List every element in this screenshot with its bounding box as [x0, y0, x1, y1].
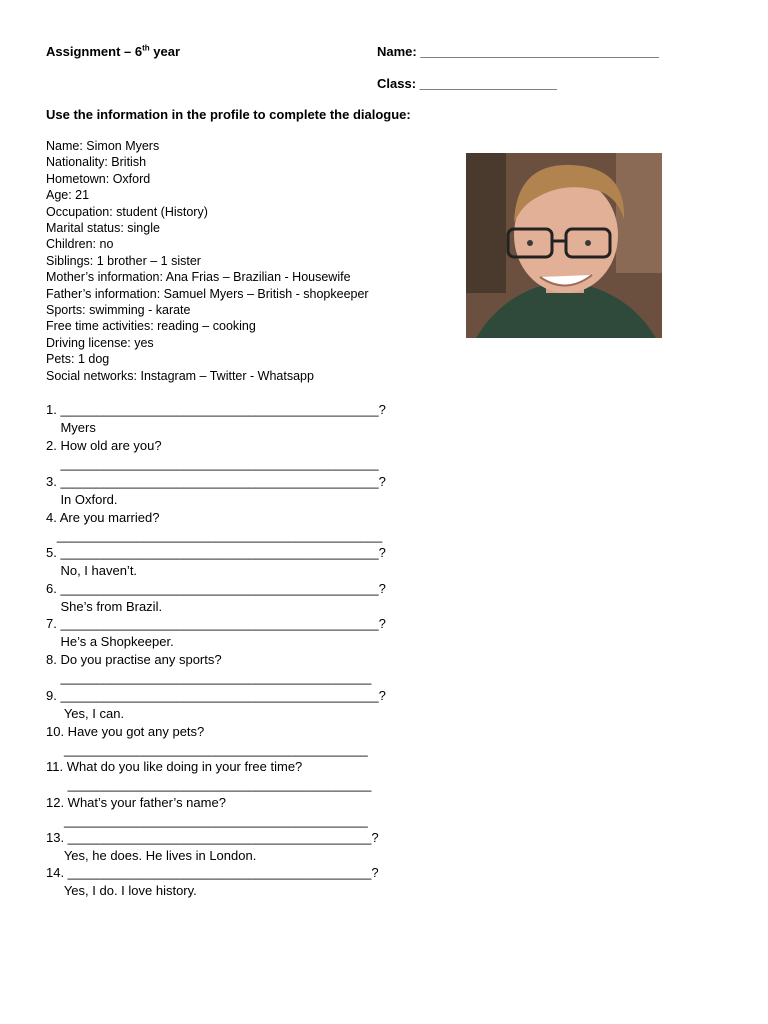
dialogue-line: 7. ____________________________________________?: [46, 616, 386, 631]
dialogue-line: Yes, I can.: [46, 706, 125, 721]
dialogue-line: __________________________________________: [46, 777, 372, 792]
dialogue-line: __________________________________________: [46, 813, 368, 828]
dialogue-line: ____________________________________________: [46, 456, 379, 471]
profile-line: Marital status: single: [46, 221, 160, 236]
dialogue-line: ___________________________________________: [46, 670, 372, 685]
dialogue-line: 3. ____________________________________________?: [46, 474, 386, 489]
profile-line: Occupation: student (History): [46, 204, 208, 219]
assignment-title: [46, 44, 180, 59]
profile-line: Siblings: 1 brother – 1 sister: [46, 253, 201, 268]
profile-list: [46, 138, 369, 384]
dialogue-line: 2. How old are you?: [46, 438, 162, 453]
dialogue-line: He’s a Shopkeeper.: [46, 634, 174, 649]
profile-line: Father’s information: Samuel Myers – British - shopkeeper: [46, 286, 369, 301]
person-photo-icon: [466, 153, 662, 338]
dialogue-line: _____________________________________________: [46, 528, 383, 543]
dialogue-line: 13. __________________________________________?: [46, 830, 379, 845]
dialogue-line: Yes, I do. I love history.: [46, 883, 197, 898]
dialogue-line: 1. ____________________________________________?: [46, 402, 386, 417]
profile-line: Mother’s information: Ana Frias – Brazilian - Housewife: [46, 270, 351, 285]
dialogue-line: 12. What’s your father’s name?: [46, 795, 226, 810]
dialogue-line: 8. Do you practise any sports?: [46, 652, 222, 667]
dialogue-line: __________________________________________: [46, 742, 368, 757]
dialogue-line: 10. Have you got any pets?: [46, 724, 205, 739]
name-field[interactable]: Name: _________________________________: [377, 44, 659, 59]
profile-line: Name: Simon Myers: [46, 139, 160, 153]
instruction: Use the information in the profile to complete the dialogue:: [46, 107, 411, 122]
profile-line: Sports: swimming - karate: [46, 303, 191, 318]
profile-photo: [466, 153, 662, 338]
dialogue-line: 11. What do you like doing in your free time?: [46, 759, 303, 774]
assignment-title-prefix: Assignment – 6: [46, 44, 143, 59]
assignment-title-sup: th: [142, 43, 150, 53]
dialogue-line: 4. Are you married?: [46, 510, 160, 525]
profile-line: Nationality: British: [46, 155, 147, 170]
dialogue-line: 9. ____________________________________________?: [46, 688, 386, 703]
profile-line: Free time activities: reading – cooking: [46, 319, 256, 334]
dialogue-line: Yes, he does. He lives in London.: [46, 848, 257, 863]
dialogue-line: 6. ____________________________________________?: [46, 581, 386, 596]
profile-line: Driving license: yes: [46, 335, 154, 350]
dialogue-line: In Oxford.: [46, 492, 118, 507]
dialogue-line: No, I haven’t.: [46, 563, 138, 578]
class-field[interactable]: Class: ___________________: [377, 76, 558, 91]
profile-line: Pets: 1 dog: [46, 352, 110, 367]
dialogue-line: She’s from Brazil.: [46, 599, 163, 614]
dialogue-line: Myers: [46, 420, 96, 435]
profile-line: Age: 21: [46, 188, 90, 203]
profile-line: Children: no: [46, 237, 114, 252]
profile-line: Hometown: Oxford: [46, 171, 151, 186]
assignment-title-suffix: year: [149, 44, 181, 59]
profile-line: Social networks: Instagram – Twitter - Whatsapp: [46, 368, 314, 383]
dialogue-line: 5. ____________________________________________?: [46, 545, 386, 560]
dialogue-line: 14. __________________________________________?: [46, 865, 379, 880]
